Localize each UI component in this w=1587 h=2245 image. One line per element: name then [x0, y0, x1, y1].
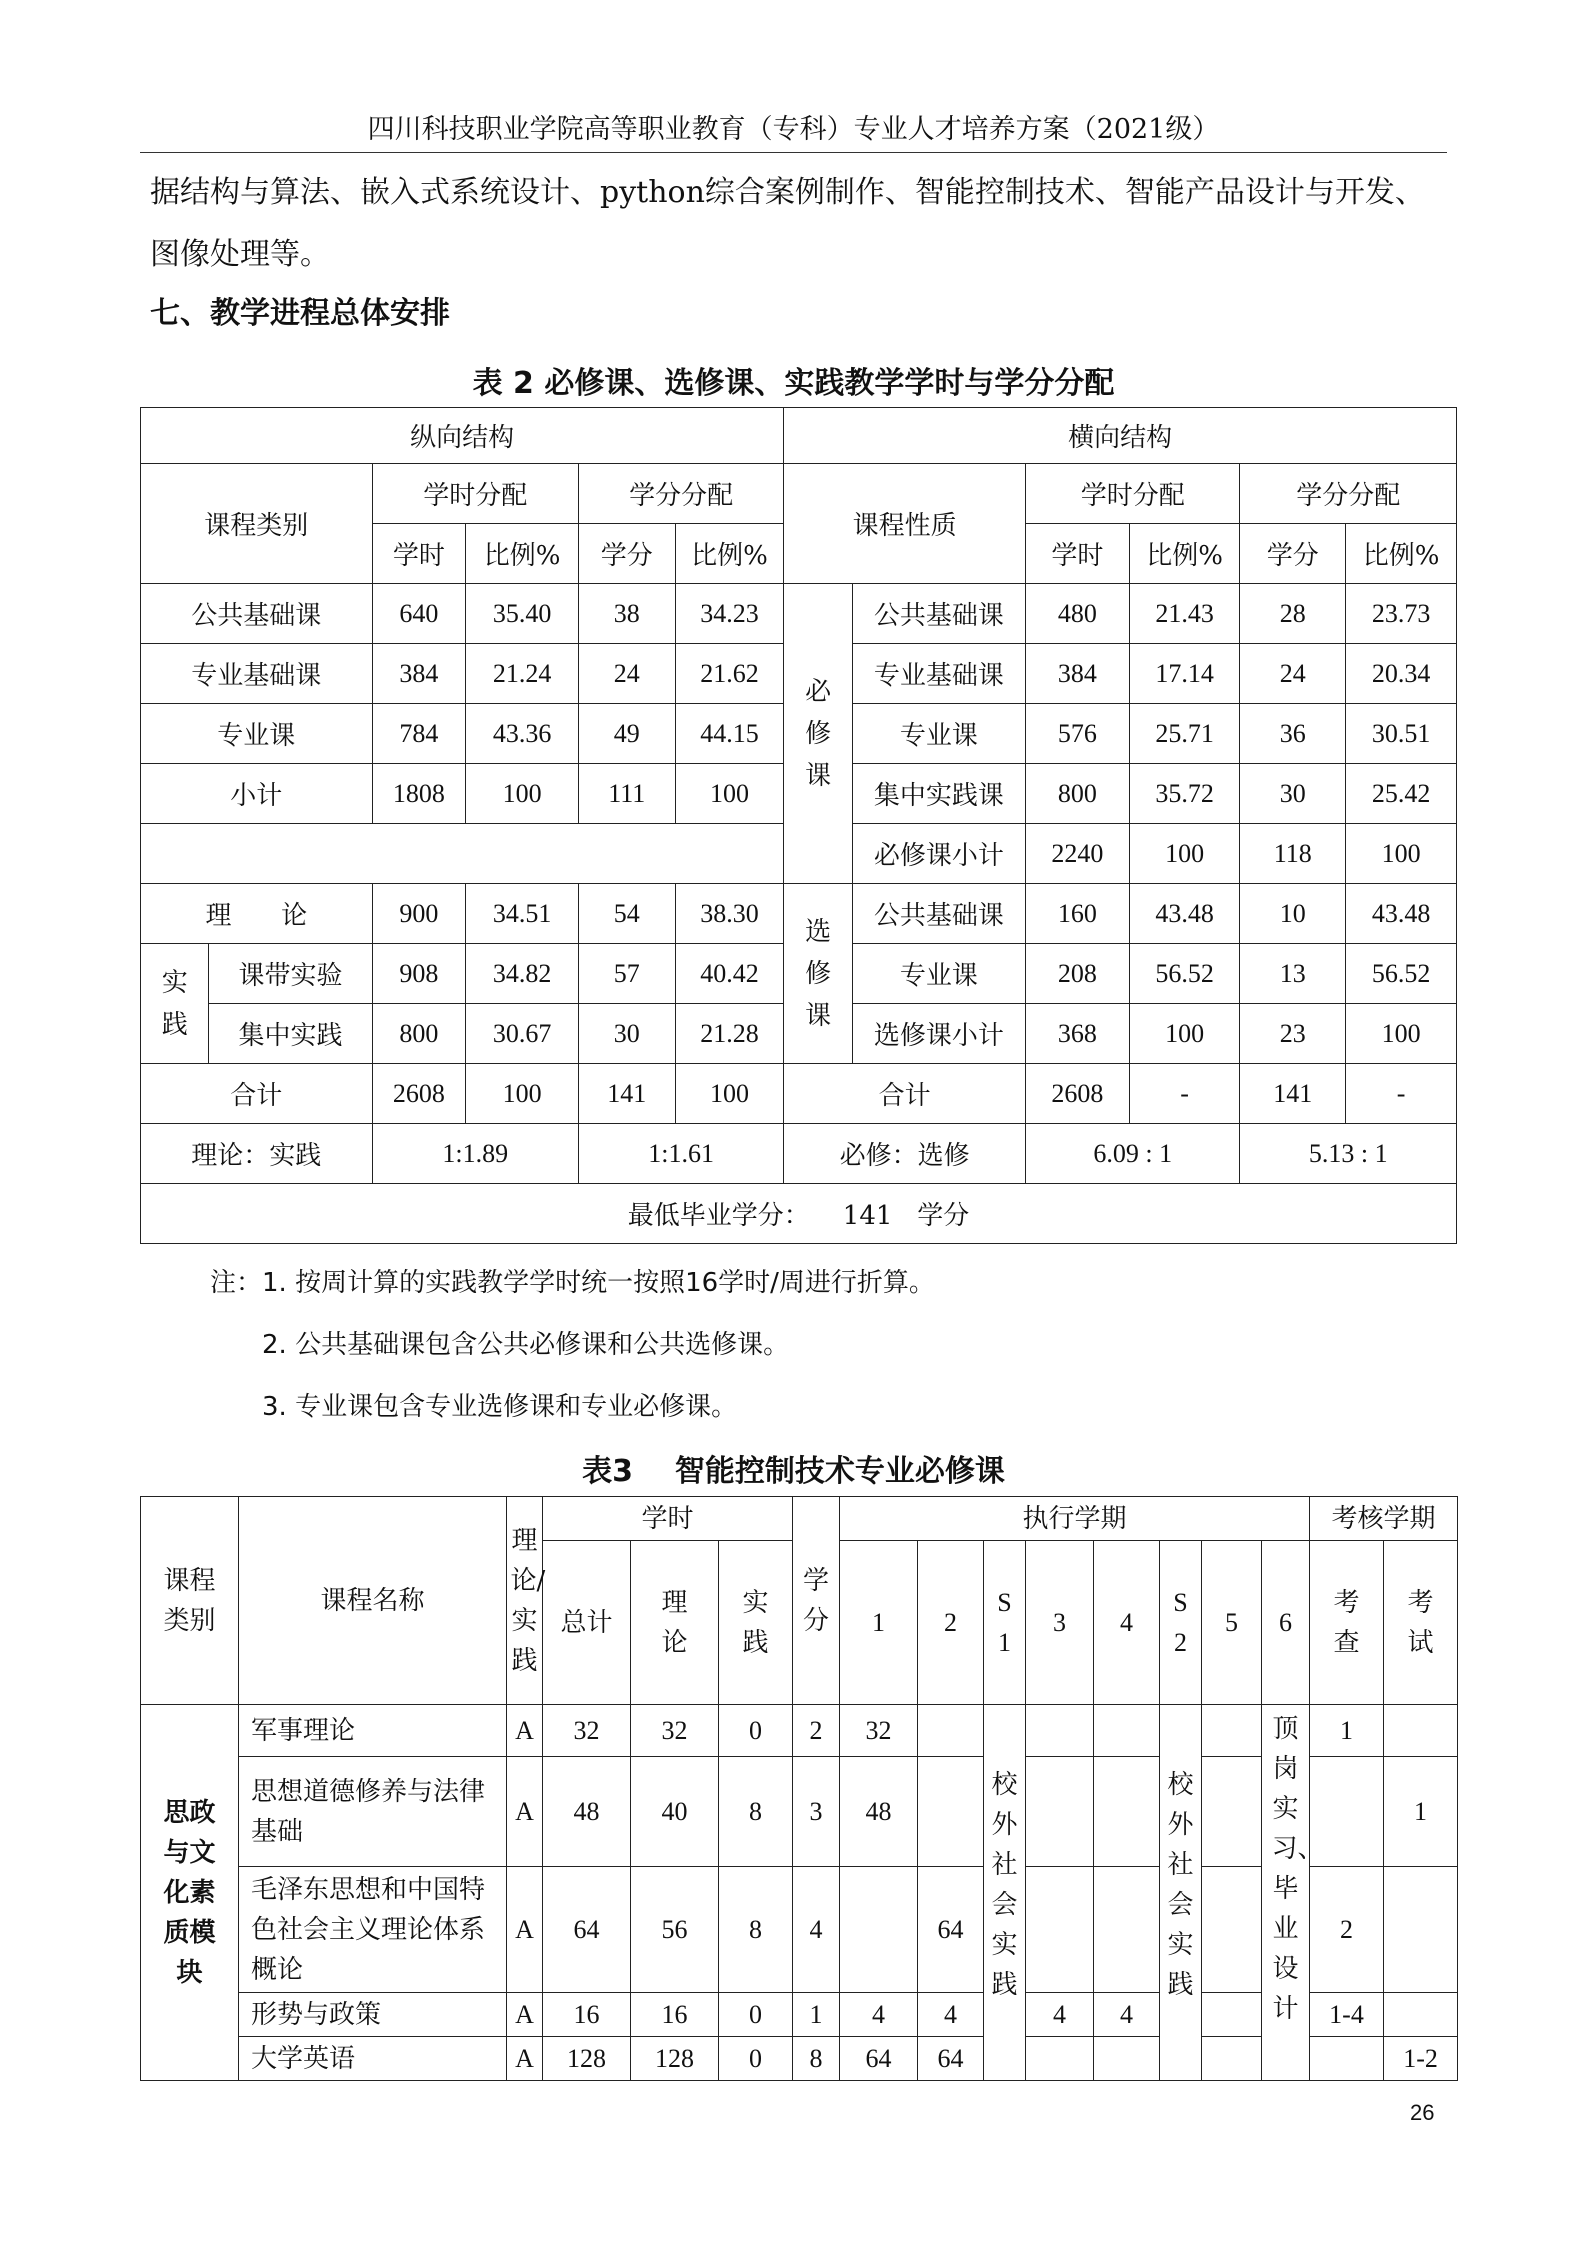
cell: 25.42 — [1346, 764, 1457, 824]
table2-caption: 表 2 必修课、选修课、实践教学学时与学分分配 — [472, 366, 1115, 401]
cell: 208 — [1025, 944, 1129, 1004]
table-row — [141, 584, 1457, 644]
cell — [1202, 1757, 1262, 1867]
course-name: 形势与政策 — [239, 1993, 507, 2037]
cell: 57 — [578, 944, 675, 1004]
course-name: 毛泽东思想和中国特色社会主义理论体系概论 — [239, 1867, 507, 1993]
credit-header: 学分 — [793, 1497, 840, 1705]
cell — [1202, 1705, 1262, 1757]
cell: 900 — [372, 884, 466, 944]
cell: 100 — [1129, 1004, 1240, 1064]
course-category-header: 课程类别 — [141, 464, 373, 584]
table-row — [141, 1064, 1457, 1124]
required-courses-table — [140, 1496, 1458, 2081]
cell: 4 — [1094, 1993, 1160, 2037]
cell: 118 — [1240, 824, 1346, 884]
cell — [1384, 1705, 1458, 1757]
cell — [1384, 1993, 1458, 2037]
cell: 40.42 — [675, 944, 784, 1004]
cell: A — [507, 1757, 543, 1867]
table-row — [141, 1993, 1458, 2037]
cell: 160 — [1025, 884, 1129, 944]
cell: 13 — [1240, 944, 1346, 1004]
cell: 480 — [1025, 584, 1129, 644]
cell: 43.48 — [1346, 884, 1457, 944]
cell: 30.67 — [466, 1004, 579, 1064]
course-name: 思想道德修养与法律基础 — [239, 1757, 507, 1867]
cell: 23 — [1240, 1004, 1346, 1064]
cell: 128 — [543, 2037, 631, 2081]
cell — [1094, 1705, 1160, 1757]
credit-allocation-table — [140, 407, 1457, 1244]
row-label: 必修课小计 — [852, 824, 1025, 884]
cell: 784 — [372, 704, 466, 764]
semester-6: 6 — [1262, 1541, 1310, 1705]
table-row — [141, 1184, 1457, 1244]
cell: 100 — [675, 1064, 784, 1124]
row-label: 集中实践课 — [852, 764, 1025, 824]
cell: 49 — [578, 704, 675, 764]
horizontal-structure-header: 横向结构 — [784, 408, 1457, 464]
theory-practice-header: 理论/实践 — [507, 1497, 543, 1705]
cell: 48 — [840, 1757, 918, 1867]
cell: 21.62 — [675, 644, 784, 704]
cell: 6.09 : 1 — [1025, 1124, 1239, 1184]
cell: 56 — [631, 1867, 719, 1993]
cell: 576 — [1025, 704, 1129, 764]
cell: 4 — [1026, 1993, 1094, 2037]
cell — [840, 1867, 918, 1993]
table-row — [141, 1757, 1458, 1867]
cell: 2 — [793, 1705, 840, 1757]
empty-cell — [141, 824, 784, 884]
cell: 2 — [1310, 1867, 1384, 1993]
cell: 34.82 — [466, 944, 579, 1004]
cell — [1026, 1867, 1094, 1993]
section-title: 七、教学进程总体安排 — [150, 296, 450, 331]
cell: 32 — [543, 1705, 631, 1757]
practice-label: 实践 — [141, 944, 209, 1064]
row-label: 公共基础课 — [141, 584, 373, 644]
ratio-header: 比例% — [675, 524, 784, 584]
name-header: 课程名称 — [239, 1497, 507, 1705]
cell: 38 — [578, 584, 675, 644]
row-label: 理 论 — [141, 884, 373, 944]
cell: 0 — [719, 1993, 793, 2037]
page-header: 四川科技职业学院高等职业教育（专科）专业人才培养方案（2021级） — [140, 110, 1447, 153]
total-header: 总计 — [543, 1541, 631, 1705]
cell: 30 — [1240, 764, 1346, 824]
row-label: 必修：选修 — [784, 1124, 1026, 1184]
cell: - — [1129, 1064, 1240, 1124]
elective-label: 选修课 — [784, 884, 852, 1064]
cell: A — [507, 1705, 543, 1757]
row-label: 公共基础课 — [852, 584, 1025, 644]
cell: 1:1.61 — [578, 1124, 783, 1184]
cell — [1094, 1757, 1160, 1867]
cell: 32 — [631, 1705, 719, 1757]
row-label: 小计 — [141, 764, 373, 824]
table-row — [141, 1705, 1458, 1757]
ratio-header: 比例% — [466, 524, 579, 584]
cell: 100 — [466, 1064, 579, 1124]
cell: 64 — [840, 2037, 918, 2081]
cell: 1 — [1384, 1757, 1458, 1867]
table-row — [141, 2037, 1458, 2081]
hours-alloc-header: 学时分配 — [372, 464, 578, 524]
course-name: 军事理论 — [239, 1705, 507, 1757]
credit-alloc-header-right: 学分分配 — [1240, 464, 1457, 524]
cell: 2608 — [372, 1064, 466, 1124]
cell: 4 — [840, 1993, 918, 2037]
cell: 34.51 — [466, 884, 579, 944]
cell: 54 — [578, 884, 675, 944]
course-name: 大学英语 — [239, 2037, 507, 2081]
cell: 44.15 — [675, 704, 784, 764]
cell: 640 — [372, 584, 466, 644]
note-2: 2. 公共基础课包含公共必修课和公共选修课。 — [262, 1330, 790, 1360]
cell: 1 — [1310, 1705, 1384, 1757]
row-label: 专业课 — [852, 704, 1025, 764]
cell: 384 — [1025, 644, 1129, 704]
cell: 64 — [543, 1867, 631, 1993]
cell: 28 — [1240, 584, 1346, 644]
cell: 16 — [631, 1993, 719, 2037]
category-header: 课程类别 — [141, 1497, 239, 1705]
cell: 1:1.89 — [372, 1124, 578, 1184]
cell: 1808 — [372, 764, 466, 824]
semester-2: 2 — [918, 1541, 984, 1705]
offcampus-s1: 校外社会实践 — [984, 1705, 1026, 2081]
cell: 111 — [578, 764, 675, 824]
cell: 8 — [793, 2037, 840, 2081]
cell: 0 — [719, 2037, 793, 2081]
cell: 141 — [578, 1064, 675, 1124]
row-label: 专业基础课 — [852, 644, 1025, 704]
cell: 2608 — [1025, 1064, 1129, 1124]
cell: 1-2 — [1384, 2037, 1458, 2081]
cell: 40 — [631, 1757, 719, 1867]
cell: 1-4 — [1310, 1993, 1384, 2037]
cell: 56.52 — [1346, 944, 1457, 1004]
cell: 908 — [372, 944, 466, 1004]
cell: 4 — [918, 1993, 984, 2037]
table-row — [141, 1867, 1458, 1993]
cell — [1026, 2037, 1094, 2081]
cell: 800 — [1025, 764, 1129, 824]
min-credits: 最低毕业学分： 141 学分 — [141, 1184, 1457, 1244]
note-3: 3. 专业课包含专业选修课和专业必修课。 — [262, 1392, 738, 1422]
cell: 64 — [918, 2037, 984, 2081]
cell: 24 — [1240, 644, 1346, 704]
semester-s2: S2 — [1160, 1541, 1202, 1705]
semester-header: 执行学期 — [840, 1497, 1310, 1541]
row-label: 专业基础课 — [141, 644, 373, 704]
page-number: 26 — [1410, 2100, 1435, 2125]
cell: 4 — [793, 1867, 840, 1993]
row-label: 公共基础课 — [852, 884, 1025, 944]
practice-header: 实践 — [719, 1541, 793, 1705]
cell: 1 — [793, 1993, 840, 2037]
cell: - — [1346, 1064, 1457, 1124]
cell: 100 — [1129, 824, 1240, 884]
cell: 34.23 — [675, 584, 784, 644]
row-label: 集中实践 — [209, 1004, 372, 1064]
cell — [1202, 1867, 1262, 1993]
cell: 24 — [578, 644, 675, 704]
cell: 2240 — [1025, 824, 1129, 884]
cell: 25.71 — [1129, 704, 1240, 764]
cell: 100 — [675, 764, 784, 824]
row-label: 合计 — [141, 1064, 373, 1124]
exam-semester-header: 考核学期 — [1310, 1497, 1458, 1541]
row-label: 选修课小计 — [852, 1004, 1025, 1064]
cell: 64 — [918, 1867, 984, 1993]
cell: 35.72 — [1129, 764, 1240, 824]
cell — [918, 1757, 984, 1867]
cell — [1202, 1993, 1262, 2037]
cell: 100 — [1346, 1004, 1457, 1064]
ratio-header: 比例% — [1346, 524, 1457, 584]
cell: 5.13 : 1 — [1240, 1124, 1457, 1184]
required-label: 必修课 — [784, 584, 852, 884]
cell: 21.24 — [466, 644, 579, 704]
cell: 100 — [466, 764, 579, 824]
row-label: 专业课 — [852, 944, 1025, 1004]
cell — [1026, 1705, 1094, 1757]
semester-s1: S1 — [984, 1541, 1026, 1705]
cell: 21.28 — [675, 1004, 784, 1064]
cell — [1094, 1867, 1160, 1993]
semester-1: 1 — [840, 1541, 918, 1705]
cell: 100 — [1346, 824, 1457, 884]
cell: 36 — [1240, 704, 1346, 764]
cell — [1384, 1867, 1458, 1993]
row-label: 理论：实践 — [141, 1124, 373, 1184]
table-row — [141, 1124, 1457, 1184]
cell: 0 — [719, 1705, 793, 1757]
vertical-structure-header: 纵向结构 — [141, 408, 784, 464]
hours-header: 学时 — [372, 524, 466, 584]
hours-header: 学时 — [1025, 524, 1129, 584]
theory-header: 理论 — [631, 1541, 719, 1705]
cell — [1310, 2037, 1384, 2081]
semester-5: 5 — [1202, 1541, 1262, 1705]
credit-alloc-header: 学分分配 — [578, 464, 783, 524]
cell: 8 — [719, 1757, 793, 1867]
cell: A — [507, 1867, 543, 1993]
cell: 43.36 — [466, 704, 579, 764]
cell — [918, 1705, 984, 1757]
check-header: 考查 — [1310, 1541, 1384, 1705]
cell: 21.43 — [1129, 584, 1240, 644]
offcampus-s2: 校外社会实践 — [1160, 1705, 1202, 2081]
hours-header: 学时 — [543, 1497, 793, 1541]
cell: 368 — [1025, 1004, 1129, 1064]
cell: 141 — [1240, 1064, 1346, 1124]
credits-header: 学分 — [578, 524, 675, 584]
ratio-header: 比例% — [1129, 524, 1240, 584]
cell: 56.52 — [1129, 944, 1240, 1004]
cell: 32 — [840, 1705, 918, 1757]
cell: 30.51 — [1346, 704, 1457, 764]
intro-paragraph: 据结构与算法、嵌入式系统设计、python综合案例制作、智能控制技术、智能产品设计与开发、图像处理等。 — [150, 175, 1425, 272]
cell: A — [507, 2037, 543, 2081]
cell: 30 — [578, 1004, 675, 1064]
table-row — [141, 884, 1457, 944]
row-label: 课带实验 — [209, 944, 372, 1004]
cell: 38.30 — [675, 884, 784, 944]
cell: 35.40 — [466, 584, 579, 644]
row-label: 专业课 — [141, 704, 373, 764]
credits-header: 学分 — [1240, 524, 1346, 584]
table3-caption: 表3 智能控制技术专业必修课 — [582, 1454, 1005, 1489]
exam-header: 考试 — [1384, 1541, 1458, 1705]
semester-4: 4 — [1094, 1541, 1160, 1705]
note-1: 注：1. 按周计算的实践教学学时统一按照16学时/周进行折算。 — [210, 1268, 935, 1298]
cell: 17.14 — [1129, 644, 1240, 704]
hours-alloc-header-right: 学时分配 — [1025, 464, 1239, 524]
cell: 43.48 — [1129, 884, 1240, 944]
cell: 128 — [631, 2037, 719, 2081]
cell — [1202, 2037, 1262, 2081]
category-cell: 思政与文化素质模块 — [141, 1705, 239, 2081]
course-nature-header: 课程性质 — [784, 464, 1026, 584]
cell: 20.34 — [1346, 644, 1457, 704]
cell: 10 — [1240, 884, 1346, 944]
cell: 8 — [719, 1867, 793, 1993]
row-label: 合计 — [784, 1064, 1026, 1124]
cell: A — [507, 1993, 543, 2037]
cell: 3 — [793, 1757, 840, 1867]
cell: 384 — [372, 644, 466, 704]
cell — [1026, 1757, 1094, 1867]
cell: 48 — [543, 1757, 631, 1867]
cell: 16 — [543, 1993, 631, 2037]
internship-cell: 顶岗实习、毕业设计 — [1262, 1705, 1310, 2081]
cell: 23.73 — [1346, 584, 1457, 644]
cell: 800 — [372, 1004, 466, 1064]
semester-3: 3 — [1026, 1541, 1094, 1705]
cell — [1094, 2037, 1160, 2081]
